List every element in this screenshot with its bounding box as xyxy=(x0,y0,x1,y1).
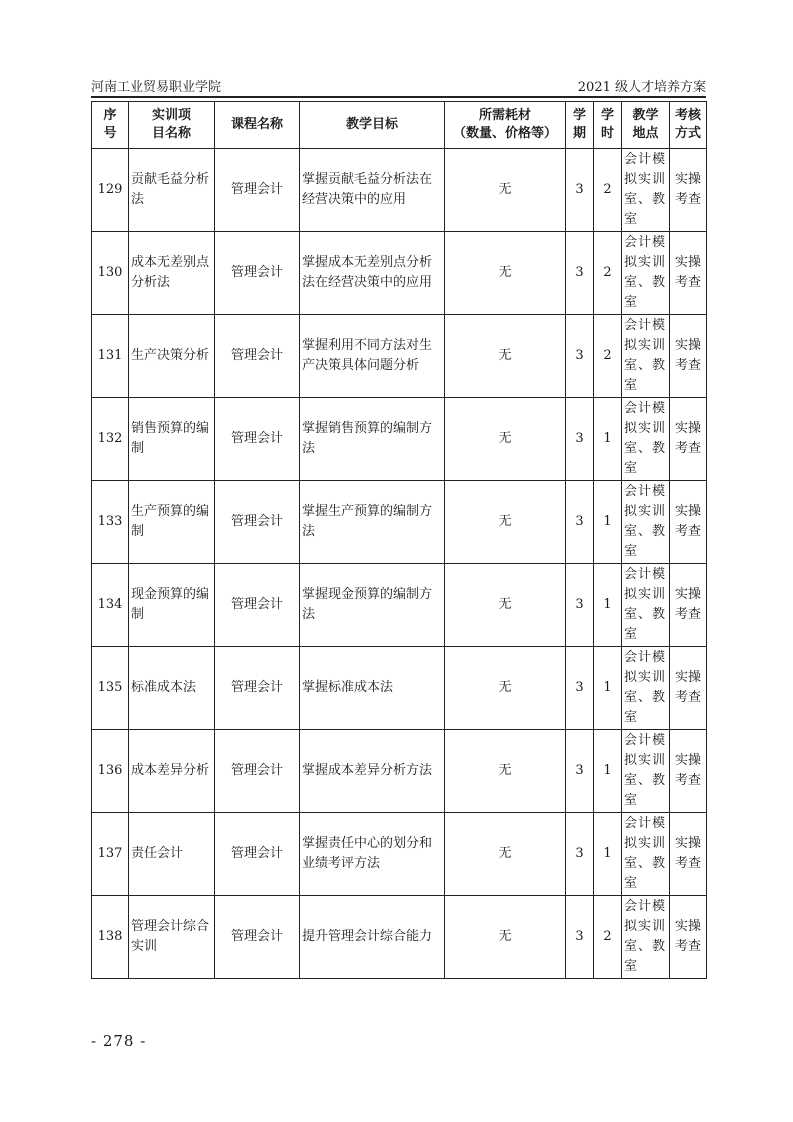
cell-course-name: 管理会计 xyxy=(215,232,300,315)
table-row xyxy=(92,398,707,481)
table-row xyxy=(92,232,707,315)
table-row xyxy=(92,730,707,813)
cell-project-name: 管理会计综合实训 xyxy=(129,896,215,979)
cell-project-name: 责任会计 xyxy=(129,813,215,896)
cell-course-name: 管理会计 xyxy=(215,896,300,979)
cell-assessment: 实操 考查 xyxy=(670,813,707,896)
cell-assessment: 实操 考查 xyxy=(670,481,707,564)
cell-project-name: 销售预算的编制 xyxy=(129,398,215,481)
cell-materials: 无 xyxy=(445,730,566,813)
cell-semester: 3 xyxy=(566,813,594,896)
cell-assessment: 实操 考查 xyxy=(670,149,707,232)
cell-hours: 2 xyxy=(594,896,622,979)
cell-hours: 2 xyxy=(594,149,622,232)
institution-name: 河南工业贸易职业学院 xyxy=(91,80,222,95)
cell-teaching-site: 会计模拟实训室、教室 xyxy=(622,564,670,647)
col-header-course: 课程名称 xyxy=(215,102,300,149)
cell-course-name: 管理会计 xyxy=(215,315,300,398)
page-number: - 278 - xyxy=(91,1032,147,1050)
cell-project-name: 生产预算的编制 xyxy=(129,481,215,564)
page-header xyxy=(91,76,706,96)
cell-seq: 137 xyxy=(92,813,129,896)
cell-teaching-goal: 掌握成本无差别点分析法在经营决策中的应用 xyxy=(300,232,445,315)
cell-materials: 无 xyxy=(445,149,566,232)
cell-assessment: 实操 考查 xyxy=(670,647,707,730)
cell-teaching-site: 会计模拟实训室、教室 xyxy=(622,315,670,398)
cell-teaching-site: 会计模拟实训室、教室 xyxy=(622,813,670,896)
table-row xyxy=(92,647,707,730)
cell-assessment: 实操 考查 xyxy=(670,730,707,813)
cell-seq: 133 xyxy=(92,481,129,564)
cell-hours: 1 xyxy=(594,730,622,813)
col-header-goal: 教学目标 xyxy=(300,102,445,149)
cell-hours: 1 xyxy=(594,647,622,730)
cell-semester: 3 xyxy=(566,647,594,730)
cell-assessment: 实操 考查 xyxy=(670,896,707,979)
cell-hours: 1 xyxy=(594,481,622,564)
cell-assessment: 实操 考查 xyxy=(670,232,707,315)
training-project-table xyxy=(91,101,707,979)
table-row xyxy=(92,813,707,896)
plan-title: 2021 级人才培养方案 xyxy=(577,80,706,95)
col-header-project: 实训项 目名称 xyxy=(129,102,215,149)
cell-course-name: 管理会计 xyxy=(215,149,300,232)
cell-materials: 无 xyxy=(445,232,566,315)
cell-seq: 131 xyxy=(92,315,129,398)
cell-teaching-goal: 掌握利用不同方法对生产决策具体问题分析 xyxy=(300,315,445,398)
col-header-hours: 学 时 xyxy=(594,102,622,149)
cell-assessment: 实操 考查 xyxy=(670,398,707,481)
cell-teaching-goal: 掌握贡献毛益分析法在经营决策中的应用 xyxy=(300,149,445,232)
cell-teaching-goal: 掌握销售预算的编制方法 xyxy=(300,398,445,481)
cell-teaching-site: 会计模拟实训室、教室 xyxy=(622,232,670,315)
cell-materials: 无 xyxy=(445,398,566,481)
cell-materials: 无 xyxy=(445,896,566,979)
cell-seq: 136 xyxy=(92,730,129,813)
cell-semester: 3 xyxy=(566,564,594,647)
cell-teaching-goal: 掌握现金预算的编制方法 xyxy=(300,564,445,647)
cell-materials: 无 xyxy=(445,315,566,398)
col-header-assessment: 考核 方式 xyxy=(670,102,707,149)
cell-teaching-goal: 掌握生产预算的编制方法 xyxy=(300,481,445,564)
cell-course-name: 管理会计 xyxy=(215,647,300,730)
cell-project-name: 成本无差别点分析法 xyxy=(129,232,215,315)
cell-seq: 129 xyxy=(92,149,129,232)
table-row xyxy=(92,315,707,398)
cell-project-name: 生产决策分析 xyxy=(129,315,215,398)
cell-materials: 无 xyxy=(445,813,566,896)
table-header-row xyxy=(92,102,707,149)
cell-hours: 1 xyxy=(594,564,622,647)
cell-course-name: 管理会计 xyxy=(215,730,300,813)
cell-semester: 3 xyxy=(566,896,594,979)
cell-seq: 130 xyxy=(92,232,129,315)
cell-semester: 3 xyxy=(566,398,594,481)
cell-teaching-goal: 掌握成本差异分析方法 xyxy=(300,730,445,813)
table-row xyxy=(92,564,707,647)
cell-assessment: 实操 考查 xyxy=(670,315,707,398)
col-header-materials: 所需耗材 （数量、价格等） xyxy=(445,102,566,149)
cell-hours: 1 xyxy=(594,398,622,481)
cell-seq: 135 xyxy=(92,647,129,730)
cell-semester: 3 xyxy=(566,232,594,315)
cell-project-name: 标准成本法 xyxy=(129,647,215,730)
cell-seq: 134 xyxy=(92,564,129,647)
cell-hours: 1 xyxy=(594,813,622,896)
cell-materials: 无 xyxy=(445,647,566,730)
col-header-seq: 序 号 xyxy=(92,102,129,149)
cell-hours: 2 xyxy=(594,232,622,315)
cell-materials: 无 xyxy=(445,564,566,647)
cell-teaching-goal: 提升管理会计综合能力 xyxy=(300,896,445,979)
cell-teaching-site: 会计模拟实训室、教室 xyxy=(622,398,670,481)
cell-teaching-site: 会计模拟实训室、教室 xyxy=(622,647,670,730)
header-rule xyxy=(91,96,706,98)
cell-course-name: 管理会计 xyxy=(215,813,300,896)
cell-project-name: 现金预算的编制 xyxy=(129,564,215,647)
cell-teaching-goal: 掌握责任中心的划分和业绩考评方法 xyxy=(300,813,445,896)
cell-materials: 无 xyxy=(445,481,566,564)
table-row xyxy=(92,896,707,979)
cell-teaching-site: 会计模拟实训室、教室 xyxy=(622,149,670,232)
cell-semester: 3 xyxy=(566,730,594,813)
cell-course-name: 管理会计 xyxy=(215,398,300,481)
cell-teaching-goal: 掌握标准成本法 xyxy=(300,647,445,730)
cell-teaching-site: 会计模拟实训室、教室 xyxy=(622,896,670,979)
cell-course-name: 管理会计 xyxy=(215,564,300,647)
col-header-site: 教学 地点 xyxy=(622,102,670,149)
cell-seq: 138 xyxy=(92,896,129,979)
col-header-semester: 学 期 xyxy=(566,102,594,149)
cell-semester: 3 xyxy=(566,481,594,564)
cell-assessment: 实操 考查 xyxy=(670,564,707,647)
cell-semester: 3 xyxy=(566,315,594,398)
cell-seq: 132 xyxy=(92,398,129,481)
cell-semester: 3 xyxy=(566,149,594,232)
cell-project-name: 贡献毛益分析法 xyxy=(129,149,215,232)
table-row xyxy=(92,481,707,564)
cell-hours: 2 xyxy=(594,315,622,398)
cell-course-name: 管理会计 xyxy=(215,481,300,564)
table-row xyxy=(92,149,707,232)
cell-project-name: 成本差异分析 xyxy=(129,730,215,813)
cell-teaching-site: 会计模拟实训室、教室 xyxy=(622,730,670,813)
cell-teaching-site: 会计模拟实训室、教室 xyxy=(622,481,670,564)
